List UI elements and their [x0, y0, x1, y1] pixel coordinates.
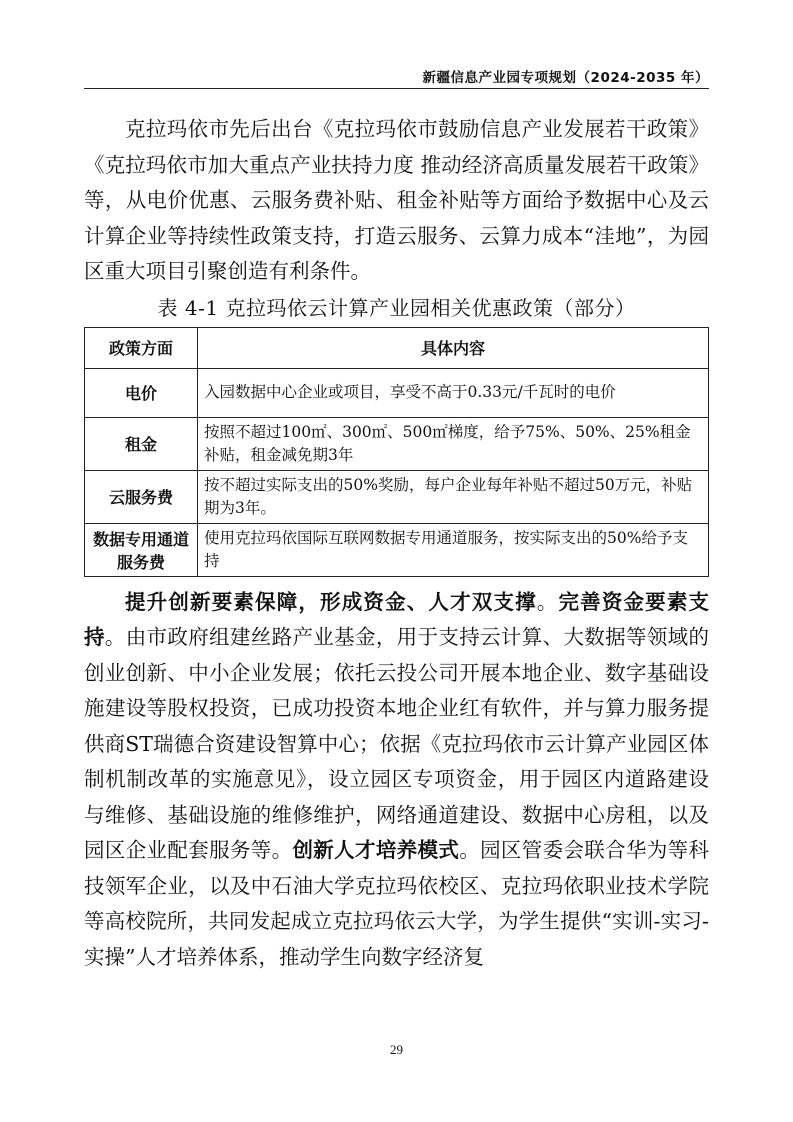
- policy-value: 入园数据中心企业或项目，享受不高于0.33元/千瓦时的电价: [198, 368, 709, 417]
- policy-table: [84, 327, 709, 577]
- policy-key: 数据专用通道服务费: [85, 523, 198, 576]
- page-number: 29: [390, 1042, 403, 1057]
- table-caption: 表 4-1 克拉玛依云计算产业园相关优惠政策（部分）: [157, 295, 636, 320]
- bold-heading: 提升创新要素保障，形成资金、人才双支撑: [125, 589, 537, 614]
- table-row: [85, 470, 709, 523]
- policy-key: 云服务费: [85, 470, 198, 523]
- page-header: [84, 58, 709, 89]
- policy-value: 使用克拉玛依国际互联网数据专用通道服务，按实际支出的50%给予支持: [198, 523, 709, 576]
- table-row: [85, 368, 709, 417]
- table-header-cell: 政策方面: [85, 327, 198, 368]
- paragraph-text: 。: [536, 589, 559, 614]
- header-title: 新疆信息产业园专项规划（2024-2035 年）: [422, 70, 709, 86]
- table-header-row: [85, 327, 709, 368]
- table-row: [85, 417, 709, 470]
- bold-heading: 创新人才培养模式: [292, 838, 460, 862]
- intro-paragraph: 克拉玛依市先后出台《克拉玛依市鼓励信息产业发展若干政策》《克拉玛依市加大重点产业扶持力度 推动经济高质量发展若干政策》等，从电价优惠、云服务费补贴、租金补贴等方面给予数据中心及云计算企业等持续性政策支持，打造云服务、云算力成本“洼地”，为园区重大项目引聚创造有利条件。: [84, 117, 709, 283]
- page-content: [84, 112, 709, 975]
- policy-key: 电价: [85, 368, 198, 417]
- support-paragraph: [84, 585, 709, 976]
- policy-value: 按照不超过100㎡、300㎡、500㎡梯度，给予75%、50%、25%租金补贴，租金减免期3年: [198, 417, 709, 470]
- table-row: [85, 523, 709, 576]
- paragraph-text: 。园区管委会联合华为等科技领军企业，以及中石油大学克拉玛依校区、克拉玛依职业技术学院等高校院所，共同发起成立克拉玛依云大学，为学生提供“实训-实习-实操”人才培养体系，推动学生向数字经济复: [84, 838, 710, 969]
- policy-key: 租金: [85, 417, 198, 470]
- table-header-cell: 具体内容: [198, 327, 709, 368]
- bold-heading: 完善资金要素支持: [84, 589, 710, 649]
- paragraph-text: 。由市政府组建丝路产业基金，用于支持云计算、大数据等领域的创业创新、中小企业发展；依托云投公司开展本地企业、数字基础设施建设等股权投资，已成功投资本地企业红有软件，并与算力服务提供商ST瑞德合资建设智算中心；依据《克拉玛依市云计算产业园区体制机制改革的实施意见》，设立园区专项资金，用于园区内道路建设与维修、基础设施的维修维护，网络通道建设、数据中心房租，以及园区企业配套服务等。: [84, 625, 710, 862]
- policy-value: 按不超过实际支出的50%奖励，每户企业每年补贴不超过50万元，补贴期为3年。: [198, 470, 709, 523]
